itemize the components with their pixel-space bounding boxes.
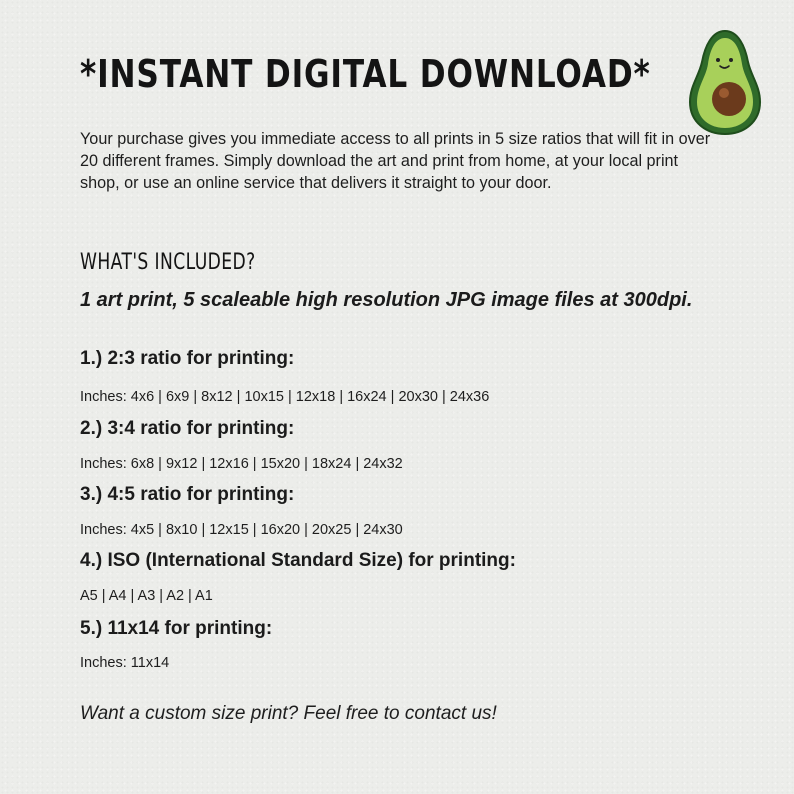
section-heading-4-5: 3.) 4:5 ratio for printing: [80, 484, 295, 505]
section-sizes-iso: A5 | A4 | A3 | A2 | A1 [80, 588, 213, 604]
included-summary: 1 art print, 5 scaleable high resolution JPG image files at 300dpi. [80, 289, 693, 311]
section-heading-2-3: 1.) 2:3 ratio for printing: [80, 348, 295, 369]
whats-included-heading: WHAT'S INCLUDED? [80, 250, 256, 275]
section-heading-3-4: 2.) 3:4 ratio for printing: [80, 418, 295, 439]
section-heading-11x14: 5.) 11x14 for printing: [80, 618, 273, 639]
custom-size-note: Want a custom size print? Feel free to contact us! [80, 703, 497, 724]
page-title: *INSTANT DIGITAL DOWNLOAD* [80, 52, 651, 96]
section-sizes-3-4: Inches: 6x8 | 9x12 | 12x16 | 15x20 | 18x24 | 24x32 [80, 456, 403, 472]
intro-paragraph: Your purchase gives you immediate access to all prints in 5 size ratios that will fit in over 20 different frames. Simply download the art and print from home, at your local print shop, or use an online service that delivers it straight to your door. [80, 130, 711, 192]
section-sizes-11x14: Inches: 11x14 [80, 655, 170, 671]
avocado-icon [688, 28, 762, 136]
section-heading-iso: 4.) ISO (International Standard Size) for printing: [80, 550, 516, 571]
section-sizes-4-5: Inches: 4x5 | 8x10 | 12x15 | 16x20 | 20x25 | 24x30 [80, 522, 403, 538]
section-sizes-2-3: Inches: 4x6 | 6x9 | 8x12 | 10x15 | 12x18 | 16x24 | 20x30 | 24x36 [80, 389, 490, 405]
